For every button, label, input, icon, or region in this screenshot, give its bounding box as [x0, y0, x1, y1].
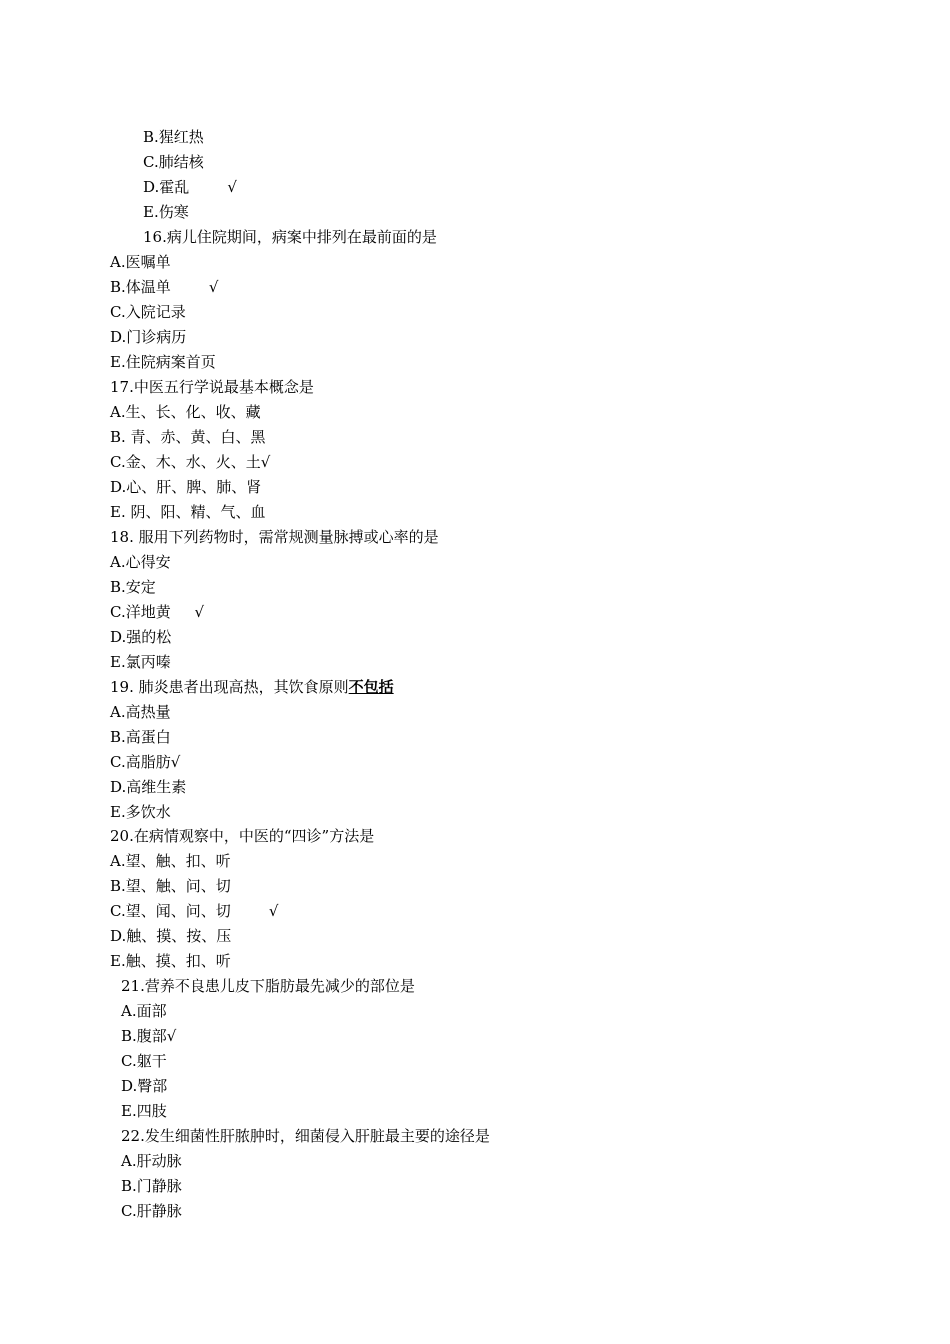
- q19-option-c: C.高脂肪√: [110, 753, 181, 771]
- q20-option-b: B.望、触、问、切: [110, 877, 231, 895]
- q18-option-d: D.强的松: [110, 628, 172, 646]
- q17-option-c: C.金、木、水、火、土√: [110, 453, 271, 471]
- q21-option-d: D.臀部: [121, 1077, 168, 1095]
- q22-option-c: C.肝静脉: [121, 1202, 182, 1220]
- q17-option-b: B. 青、赤、黄、白、黑: [110, 428, 266, 446]
- q19-option-d: D.高维生素: [110, 778, 187, 796]
- q15-option-c: C.肺结核: [143, 153, 204, 171]
- q18-option-a: A.心得安: [110, 553, 171, 571]
- q16-option-d: D.门诊病历: [110, 328, 187, 346]
- q21-option-b: B.腹部√: [121, 1027, 177, 1045]
- q16-option-e: E.住院病案首页: [110, 353, 216, 371]
- q19-option-a: A.高热量: [110, 703, 171, 721]
- q19-emphasis: 不包括: [348, 678, 394, 696]
- q19-stem: [110, 677, 394, 697]
- q20-option-e: E.触、摸、扣、听: [110, 952, 231, 970]
- q16-option-c: C.入院记录: [110, 303, 186, 321]
- q22-option-b: B.门静脉: [121, 1177, 182, 1195]
- q17-option-e: E. 阴、阳、精、气、血: [110, 503, 266, 521]
- q17-option-a: A.生、长、化、收、藏: [110, 403, 261, 421]
- q19-option-e: E.多饮水: [110, 803, 171, 821]
- q16-option-b: B.体温单 √: [110, 278, 219, 296]
- q17-option-d: D.心、肝、脾、肺、肾: [110, 478, 262, 496]
- q21-option-c: C.躯干: [121, 1052, 167, 1070]
- q16-option-a: A.医嘱单: [110, 253, 171, 271]
- q15-option-d: D.霍乱 √: [143, 178, 237, 196]
- q19-stem-text: 19. 肺炎患者出现高热，其饮食原则: [110, 678, 349, 696]
- q20-option-c: C.望、闻、问、切 √: [110, 902, 279, 920]
- q20-stem: 20.在病情观察中，中医的“四诊”方法是: [110, 827, 375, 845]
- q20-option-a: A.望、触、扣、听: [110, 852, 231, 870]
- q21-stem: 21.营养不良患儿皮下脂肪最先减少的部位是: [121, 977, 415, 995]
- q16-stem: 16.病儿住院期间，病案中排列在最前面的是: [143, 228, 437, 246]
- q17-stem: 17.中医五行学说最基本概念是: [110, 378, 314, 396]
- q18-option-e: E.氯丙嗪: [110, 653, 171, 671]
- q20-option-d: D.触、摸、按、压: [110, 927, 232, 945]
- q21-option-a: A.面部: [121, 1002, 167, 1020]
- q18-option-c: C.洋地黄 √: [110, 603, 205, 621]
- q19-option-b: B.高蛋白: [110, 728, 171, 746]
- q21-option-e: E.四肢: [121, 1102, 167, 1120]
- q18-stem: 18. 服用下列药物时，需常规测量脉搏或心率的是: [110, 528, 439, 546]
- q22-stem: 22.发生细菌性肝脓肿时，细菌侵入肝脏最主要的途径是: [121, 1127, 490, 1145]
- q18-option-b: B.安定: [110, 578, 156, 596]
- q22-option-a: A.肝动脉: [121, 1152, 182, 1170]
- q15-option-b: B.猩红热: [143, 128, 204, 146]
- q15-option-e: E.伤寒: [143, 203, 189, 221]
